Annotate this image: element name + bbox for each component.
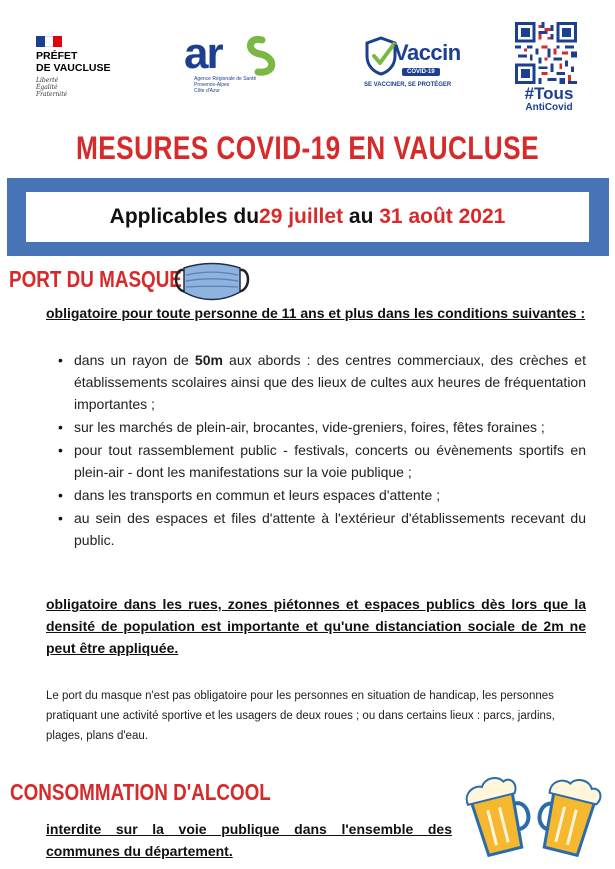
beer-mugs-icon	[458, 768, 608, 860]
vaccin-logo	[364, 34, 460, 94]
bullet-bold: 50m	[194, 352, 223, 368]
banner-middle: au	[343, 205, 380, 228]
hashtag-line2: AntiCovid	[525, 102, 573, 113]
dates-banner-inner	[26, 192, 589, 242]
vaccin-tagline: SE VACCINER, SE PROTÉGER	[364, 82, 452, 88]
page-title: MESURES COVID-19 EN VAUCLUSE	[76, 130, 539, 166]
bullet-text: dans un rayon de	[74, 352, 195, 368]
bullet-text: dans les transports en commun et leurs espaces d'attente ;	[74, 487, 441, 503]
banner-date-start: 29 juillet	[259, 205, 344, 228]
ars-subtitle: Agence Régionale de Santé Provence-Alpes Côte d'Azur	[194, 76, 257, 94]
list-item	[74, 439, 586, 483]
shield-check-icon	[364, 36, 398, 76]
dates-banner	[7, 178, 609, 256]
bullet-text: pour tout rassemblement public - festivals, concerts ou évènements sportifs en plein-air - dont les manifestations sur la voie publique ;	[74, 442, 586, 480]
prefet-name: PRÉFET DE VAUCLUSE	[36, 50, 111, 74]
prefet-logo	[36, 36, 146, 98]
bullet-text: au sein des espaces et files d'attente à l'extérieur d'établissements recevant du public.	[74, 510, 586, 548]
qr-code-icon	[515, 22, 577, 84]
ars-wordmark-icon	[184, 30, 304, 80]
section-title-mask: PORT DU MASQUE	[9, 266, 182, 292]
alcohol-rule: interdite sur la voie publique dans l'ensemble des communes du département.	[46, 821, 452, 859]
banner-prefix: Applicables du	[109, 205, 260, 228]
mask-exemptions-note: Le port du masque n'est pas obligatoire pour les personnes en situation de handicap, les personnes pratiquant une activité sportive et les usagers de deux roues ; ou dans certains lieux : parcs, jardins, plages, plans d'eau.	[46, 690, 555, 742]
face-mask-icon	[172, 260, 252, 304]
list-item	[74, 416, 586, 438]
prefet-motto: Liberté Égalité Fraternité	[36, 77, 68, 98]
list-item	[74, 484, 586, 506]
bullet-text: sur les marchés de plein-air, brocantes, vide-greniers, foires, fêtes foraines ;	[74, 419, 545, 435]
svg-text:ar: ar	[184, 30, 222, 78]
vaccin-word: Vaccin	[394, 40, 461, 65]
list-item	[74, 349, 586, 415]
bullet-text: aux abords : des centres commerciaux, des crèches et établissements scolaires ainsi que des lieux de cultes aux heures de fréquentation importantes ;	[74, 352, 586, 412]
mask-conditions-list	[74, 349, 586, 552]
french-flag-icon	[36, 36, 62, 47]
hashtag-line1: #Tous	[524, 84, 574, 103]
list-item	[74, 507, 586, 551]
section-title-alcohol: CONSOMMATION D'ALCOOL	[10, 779, 271, 805]
ars-logo	[184, 30, 304, 102]
mask-rule-streets: obligatoire dans les rues, zones piétonnes et espaces publics dès lors que la densité de population est importante et qu'une distanciation sociale de 2m ne peut être appliquée.	[46, 596, 586, 656]
banner-date-end: 31 août 2021	[379, 205, 506, 228]
header-logos	[0, 22, 615, 122]
vaccin-badge: COVID-19	[402, 68, 440, 76]
mask-intro: obligatoire pour toute personne de 11 ans et plus dans les conditions suivantes :	[46, 305, 586, 321]
hashtag-tousanticovid	[514, 85, 584, 113]
